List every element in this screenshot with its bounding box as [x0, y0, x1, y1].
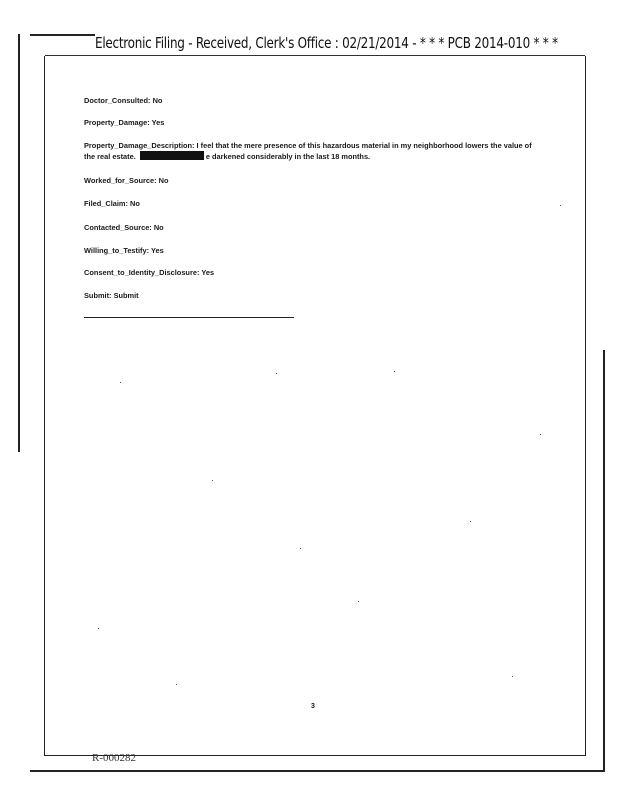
field-label: Doctor_Consulted: [84, 96, 151, 105]
field-value: Yes [151, 118, 165, 127]
field-label: Contacted_Source: [84, 223, 152, 232]
scan-speck [394, 371, 395, 372]
scan-speck [540, 434, 541, 435]
field-value: Yes [151, 246, 164, 255]
scan-speck [512, 676, 513, 677]
description-text-continued: e darkened considerably in the last 18 months. [205, 152, 371, 161]
scan-speck [98, 628, 99, 629]
field-contacted-source [84, 223, 164, 233]
field-label: Property_Damage_Description: [84, 141, 195, 150]
filing-stamp: Electronic Filing - Received, Clerk's Office : 02/21/2014 - * * * PCB 2014-010 * * * [95, 34, 558, 52]
scan-speck [176, 684, 177, 685]
header-rule [45, 55, 585, 56]
field-label: Consent_to_Identity_Disclosure: [84, 268, 200, 277]
frame-left-inner-line [44, 56, 45, 756]
field-willing-to-testify [84, 246, 164, 256]
scan-speck [276, 373, 277, 374]
field-property-damage-description [84, 141, 544, 162]
scan-speck [120, 382, 121, 383]
frame-bottom-outer-line [30, 770, 605, 772]
frame-left-line [18, 34, 20, 452]
scan-speck [470, 521, 471, 522]
field-doctor-consulted [84, 96, 162, 106]
frame-right-line [585, 56, 586, 756]
field-label: Worked_for_Source: [84, 176, 157, 185]
redaction-block [140, 151, 204, 160]
frame-right-outer-line [603, 350, 605, 770]
page-number: 3 [311, 703, 315, 710]
header-rule-left [30, 34, 95, 36]
field-label: Submit: [84, 291, 112, 300]
field-value: No [158, 176, 169, 185]
field-label: Willing_to_Testify: [84, 246, 150, 255]
scan-speck [358, 601, 359, 602]
field-value: No [130, 199, 140, 208]
field-consent-identity-disclosure [84, 268, 214, 278]
field-value: No [152, 96, 163, 105]
scan-speck [212, 480, 213, 481]
field-filed-claim [84, 199, 140, 209]
field-value: Yes [201, 268, 215, 277]
signature-line [84, 317, 294, 318]
field-submit [84, 291, 139, 301]
scan-speck [560, 205, 561, 206]
field-label: Property_Damage: [84, 118, 150, 127]
field-worked-for-source [84, 176, 168, 186]
field-property-damage [84, 118, 164, 128]
field-value: No [153, 223, 164, 232]
field-value: Submit [113, 291, 139, 300]
description-text: I feel that the mere presence of this hazardous material in my neighborhood lowers the value of the real estate. [84, 141, 532, 161]
field-label: Filed_Claim: [84, 199, 128, 208]
scan-speck [300, 548, 301, 549]
bates-number: R-000282 [92, 752, 136, 764]
